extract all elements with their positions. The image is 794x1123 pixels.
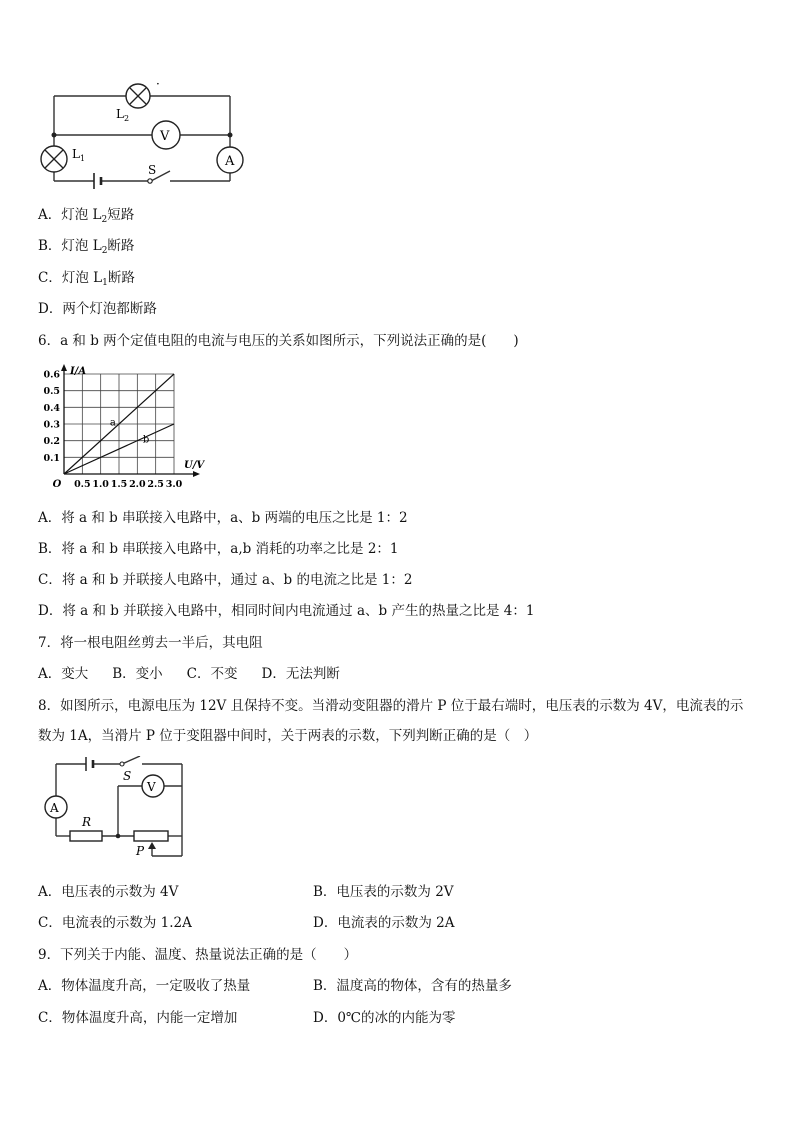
voltmeter-label: V [160,129,170,144]
q9-stem: 9．下列关于内能、温度、热量说法正确的是（ ） [38,947,358,963]
y-axis-label: I/A [70,366,87,377]
q9-option-d: D．0℃的冰的内能为零 [313,1010,456,1026]
q8-option-d: D．电流表的示数为 2A [313,915,455,931]
resistor-R [70,831,102,841]
resistor-label: R [82,815,92,829]
y-tick-label: 0.6 [43,369,60,381]
x-tick-label: 2.0 [129,479,146,490]
q8-option-c: C．电流表的示数为 1.2A [38,915,192,931]
x-tick-label: 0.5 [74,479,91,490]
rheostat [134,831,168,841]
q8-option-a: A．电压表的示数为 4V [38,884,179,900]
x-tick-label: 3.0 [165,479,183,490]
lamp-L1-label: $L_1$ [72,147,86,163]
y-tick-label: 0.5 [43,386,60,398]
series-label-b: b [142,434,150,446]
slider-arrow-icon [148,842,156,849]
q5-option-d: D．两个灯泡都断路 [38,301,157,317]
lamp-L2-label: $L_2$ [116,107,130,123]
q9-option-a: A．物体温度升高，一定吸收了热量 [38,978,251,994]
q8-stem-line2: 数为 1A，当滑片 P 位于变阻器中间时，关于两表的示数，下列判断正确的是（ ） [38,728,538,744]
circuit-diagram-1 [30,78,250,193]
y-tick-label: 0.1 [43,452,60,464]
x-tick-label: 2.5 [147,479,164,490]
y-tick-label: 0.3 [43,419,60,431]
y-axis-arrow-icon [61,364,67,371]
circuit-diagram-3 [36,756,196,864]
q6-stem: 6．a 和 b 两个定值电阻的电流与电压的关系如图所示，下列说法正确的是( ) [38,333,519,349]
switch-label: S [148,163,157,177]
q9-option-b: B．温度高的物体，含有的热量多 [313,978,512,994]
q6-option-c: C．将 a 和 b 并联接人电路中，通过 a、b 的电流之比是 1：2 [38,572,413,588]
dot-mark: · [156,78,160,91]
series-label-a: a [109,417,116,429]
q7-options [38,665,340,683]
x-axis-arrow-icon [193,471,200,477]
q8-option-b: B．电压表的示数为 2V [313,884,454,900]
x-tick-label: 1.5 [110,479,128,490]
switch-label: S [123,769,132,783]
lamp-L1-icon [41,146,67,172]
q7-option-a: A．变大 [38,666,89,682]
y-tick-label: 0.4 [43,402,60,414]
x-tick-label: 1.0 [92,479,109,490]
q5-option-b: B．灯泡 $L_2$断路 [38,238,135,256]
q7-stem: 7．将一根电阻丝剪去一半后，其电阻 [38,635,263,651]
q7-option-c: C．不变 [186,666,238,682]
q6-option-d: D．将 a 和 b 并联接入电路中，相同时间内电流通过 a、b 产生的热量之比是 4：1 [38,603,535,619]
x-axis-label: U/V [184,460,205,471]
q8-stem-line1: 8．如图所示，电源电压为 12V 且保持不变。当滑动变阻器的滑片 P 位于最右端时，电压表的示数为 4V，电流表的示 [38,698,744,714]
q9-option-c: C．物体温度升高，内能一定增加 [38,1010,238,1026]
iu-graph [34,363,214,495]
q5-option-a: A．灯泡 $L_2$短路 [38,207,135,225]
q6-option-a: A．将 a 和 b 串联接入电路中，a、b 两端的电压之比是 1：2 [38,510,408,526]
q7-option-d: D．无法判断 [261,666,340,682]
ammeter-label: A [50,801,59,815]
q7-option-b: B．变小 [112,666,163,682]
slider-label: P [136,844,145,858]
y-tick-label: 0.2 [43,436,60,448]
voltmeter-label: V [147,780,156,794]
origin-label: O [52,479,62,490]
q6-option-b: B．将 a 和 b 串联接入电路中，a,b 消耗的功率之比是 2：1 [38,541,399,557]
lamp-L2-icon [126,84,150,108]
q5-option-c: C．灯泡 $L_1$断路 [38,270,135,288]
ammeter-label: A [225,154,235,169]
